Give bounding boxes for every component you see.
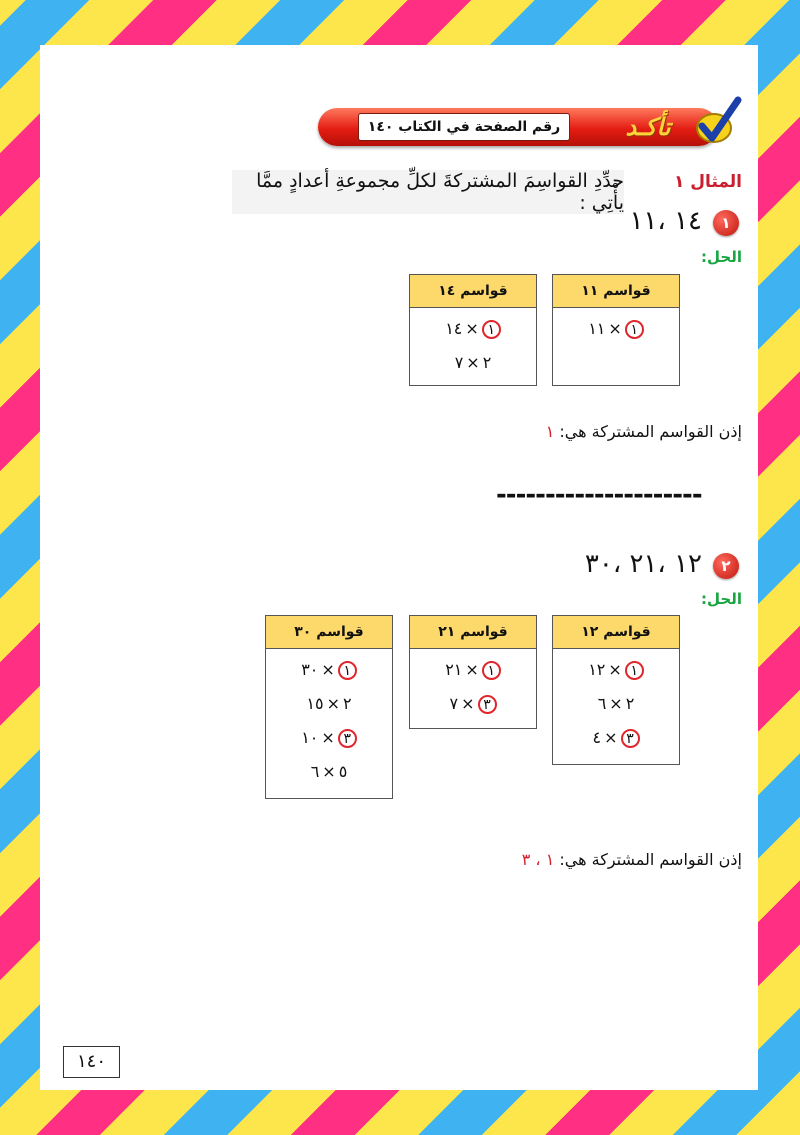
divisor: ٥	[338, 762, 348, 781]
times-sign: ×	[465, 319, 479, 338]
conclusion-value: ١	[545, 422, 555, 441]
solution-label: الحل:	[701, 590, 742, 608]
table-header: قواسم ٢١	[410, 616, 536, 649]
times-sign: ×	[465, 660, 479, 679]
banner-title: تأكـد	[625, 113, 671, 141]
circled-divisor: ٣	[478, 695, 497, 714]
table-row	[266, 687, 392, 721]
table-header: قواسم ١١	[553, 275, 679, 308]
times-sign: ×	[326, 694, 340, 713]
table-row	[410, 653, 536, 687]
divisor-pair: ٧	[449, 694, 459, 713]
table-row	[266, 755, 392, 789]
circled-divisor: ١	[625, 320, 644, 339]
conclusion-line	[480, 850, 742, 869]
problem-number-badge: ٢	[713, 553, 739, 579]
divider-line: ---------------------	[496, 480, 702, 510]
divisor-pair: ٦	[310, 762, 320, 781]
problem-numbers: ١٤ ،١١	[629, 206, 702, 236]
divisor-pair: ١٢	[588, 660, 606, 679]
table-row	[410, 312, 536, 346]
divisors-table	[552, 615, 680, 765]
table-row	[553, 687, 679, 721]
times-sign: ×	[608, 660, 622, 679]
conclusion-value: ١ ، ٣	[521, 850, 555, 869]
times-sign: ×	[609, 694, 623, 713]
times-sign: ×	[322, 762, 336, 781]
divisor-pair: ٧	[454, 353, 464, 372]
times-sign: ×	[321, 728, 335, 747]
table-row	[266, 653, 392, 687]
conclusion-text: إذن القواسم المشتركة هي:	[559, 850, 742, 869]
book-page-label: رقم الصفحة في الكتاب ١٤٠	[358, 113, 570, 141]
table-header: قواسم ١٢	[553, 616, 679, 649]
divisors-table	[409, 274, 537, 386]
page-number: ١٤٠	[63, 1046, 120, 1078]
table-row	[410, 687, 536, 721]
circled-divisor: ١	[482, 661, 501, 680]
table-row	[410, 346, 536, 380]
times-sign: ×	[608, 319, 622, 338]
solution-label: الحل:	[701, 248, 742, 266]
divisor: ٢	[343, 694, 352, 713]
divisor: ٢	[482, 353, 492, 372]
conclusion-line	[480, 422, 742, 441]
divisor-pair: ٣٠	[301, 660, 319, 679]
divisor-pair: ١٥	[306, 694, 324, 713]
times-sign: ×	[466, 353, 480, 372]
table-row	[553, 312, 679, 346]
divisor-pair: ٤	[592, 728, 602, 747]
divisor-pair: ١٤	[445, 319, 463, 338]
circled-divisor: ١	[625, 661, 644, 680]
divisors-table	[409, 615, 537, 729]
circled-divisor: ١	[482, 320, 501, 339]
divisors-table	[265, 615, 393, 799]
divisor-pair: ١١	[588, 319, 606, 338]
instruction-text: حدِّدِ القواسِمَ المشتركةَ لكلِّ مجموعةِ أعدادٍ ممَّا يأْتِي :	[232, 170, 624, 214]
divisor-pair: ١٠	[301, 728, 319, 747]
problem-numbers: ١٢ ،٢١ ،٣٠	[584, 549, 702, 579]
table-row	[266, 721, 392, 755]
divisor: ٢	[625, 694, 635, 713]
divisor-pair: ٦	[597, 694, 607, 713]
problem-number-badge: ١	[713, 210, 739, 236]
circled-divisor: ٣	[621, 729, 640, 748]
table-row	[553, 721, 679, 755]
circled-divisor: ٣	[338, 729, 357, 748]
times-sign: ×	[604, 728, 618, 747]
checkmark-icon	[692, 96, 742, 148]
example-label: المثال ١	[674, 172, 742, 192]
table-header: قواسم ٣٠	[266, 616, 392, 649]
divisors-table	[552, 274, 680, 386]
divisor-pair: ٢١	[445, 660, 463, 679]
conclusion-text: إذن القواسم المشتركة هي:	[559, 422, 742, 441]
circled-divisor: ١	[338, 661, 357, 680]
table-header: قواسم ١٤	[410, 275, 536, 308]
times-sign: ×	[321, 660, 335, 679]
times-sign: ×	[461, 694, 475, 713]
table-row	[553, 653, 679, 687]
